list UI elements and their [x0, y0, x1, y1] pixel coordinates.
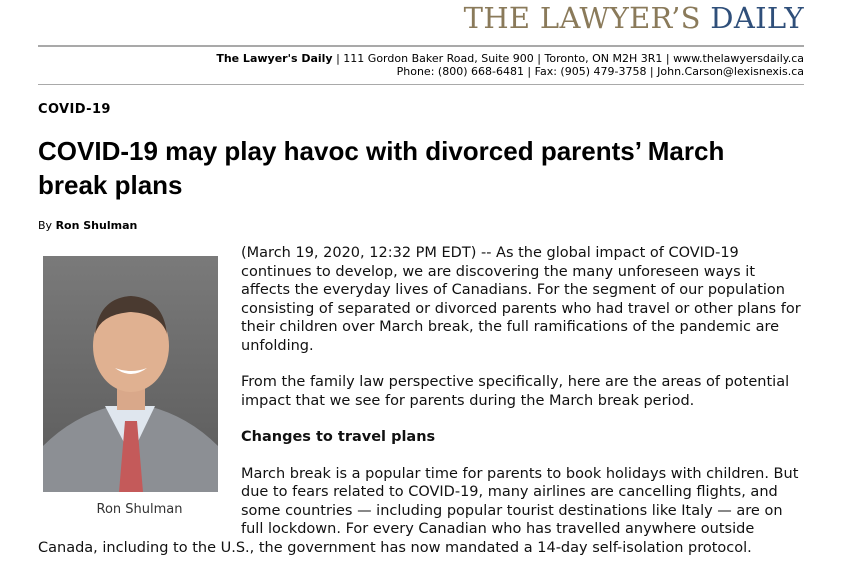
contact-address: | 111 Gordon Baker Road, Suite 900 | Toronto, ON M2H 3R1 | www.thelawyersdaily.ca	[332, 52, 804, 65]
article-headline: COVID-19 may play havoc with divorced parents’ March break plans	[38, 136, 725, 200]
header-rule-top	[38, 45, 804, 47]
article-byline	[38, 219, 137, 232]
article-category[interactable]: COVID-19	[38, 102, 111, 117]
photo-float-spacer	[38, 244, 241, 532]
author-name: Ron Shulman	[55, 219, 138, 232]
masthead-part2: DAILY	[710, 1, 804, 35]
article-paragraph-3: March break is a popular time for parents to book holidays with children. But due to fears related to COVID-19, many airlines are cancelling flights, and some countries — including popular tourist destinations like Italy — are on full lockdown. For every Canadian who has travelled anywhere outside Canada, including to the U.S., the government has now mandated a 14-day self-isolation protocol.	[38, 465, 799, 556]
contact-info	[216, 52, 804, 78]
byline-prefix: By	[38, 219, 56, 232]
publisher-name: The Lawyer's Daily	[216, 52, 333, 65]
photo-caption: Ron Shulman	[96, 502, 183, 517]
contact-line2: Phone: (800) 668-6481 | Fax: (905) 479-3758 | John.Carson@lexisnexis.ca	[396, 65, 804, 78]
article-subheading: Changes to travel plans	[241, 429, 436, 445]
header-rule-bottom	[38, 84, 804, 85]
masthead-logo[interactable]	[464, 0, 804, 36]
article-paragraph-1: (March 19, 2020, 12:32 PM EDT) -- As the global impact of COVID-19 continues to develop, we are discovering the many unforeseen ways it affects the everyday lives of Canadians. For the segment of our population consisting of separated or divorced parents who had travel or other plans for their children over March break, the full ramifications of the pandemic are unfolding.	[241, 245, 801, 354]
masthead-part1: THE LAWYER’S	[463, 1, 711, 35]
contact-line1	[216, 52, 804, 65]
article-body	[38, 244, 808, 575]
article-paragraph-2: From the family law perspective specifically, here are the areas of potential impact that we see for parents during the March break period.	[241, 374, 790, 409]
